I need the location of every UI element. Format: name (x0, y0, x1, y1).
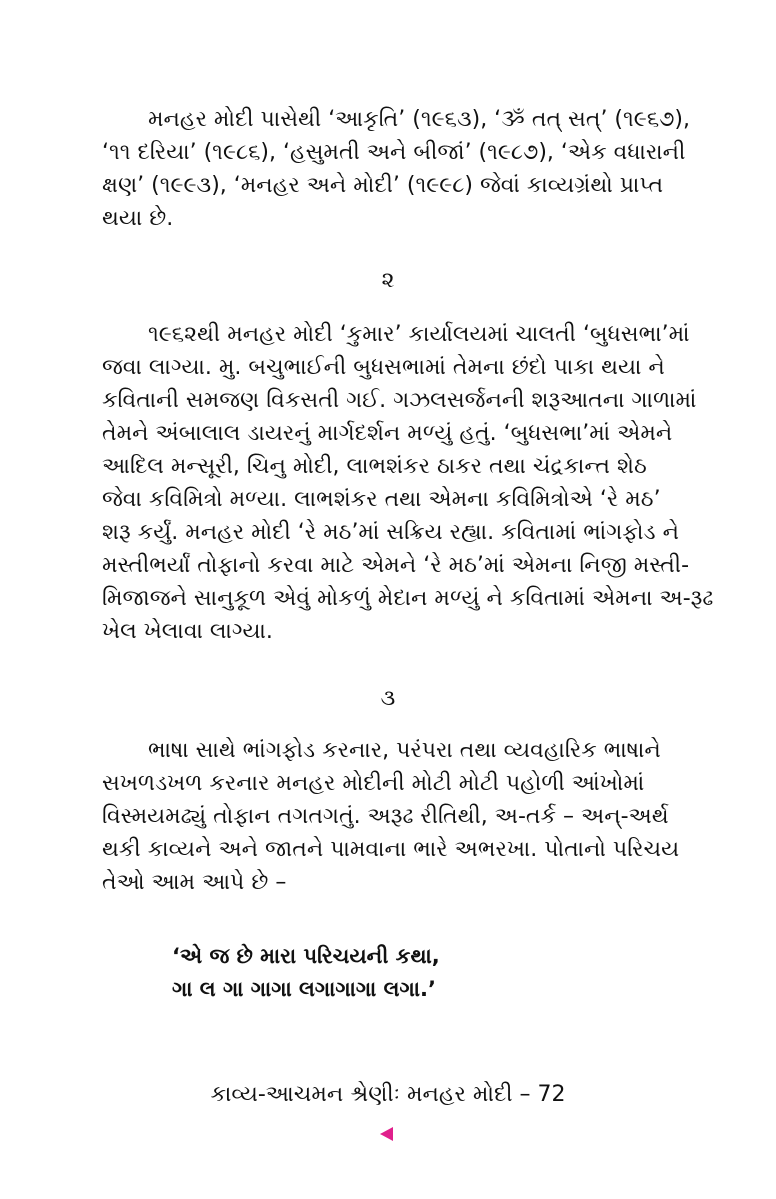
paragraph-line: જેવા કવિમિત્રો મળ્યા. લાભશંકર તથા એમના કવિમિત્રોએ ‘રે મઠ’ (102, 487, 661, 512)
paragraph-line: મસ્તીભર્યાં તોફાનો કરવા માટે એમને ‘રે મઠ’માં એમના નિજી મસ્તી- (102, 553, 690, 578)
paragraph-line: આદિલ મન્સૂરી, ચિનુ મોદી, લાભશંકર ઠાકર તથા ચંદ્રકાન્ત શેઠ (102, 454, 647, 479)
paragraph-line: થયા છે. (102, 206, 174, 231)
paragraph-line: ખેલ ખેલાવા લાગ્યા. (102, 619, 273, 644)
paragraph-line: મિજાજને સાનુકૂળ એવું મોકળું મેદાન મળ્યું ને કવિતામાં એમના અ-રૂઢ (102, 586, 714, 611)
paragraph-line: ક્ષણ’ (૧૯૯૩), ‘મનહર અને મોદી’ (૧૯૯૮) જેવાં કાવ્યગ્રંથો પ્રાપ્ત (102, 173, 664, 198)
paragraph-line: મનહર મોદી પાસેથી ‘આકૃતિ’ (૧૯૬૩), ‘ૐ તત્ સત્’ (૧૯૬૭), (148, 107, 691, 132)
paragraph-line: તેઓ આમ આપે છે – (102, 870, 287, 895)
paragraph-line: ‘૧૧ દરિયા’ (૧૯૮૬), ‘હસુમતી અને બીજાં’ (૧૯૮૭), ‘એક વધારાની (102, 140, 686, 165)
poem-quote (172, 940, 612, 1006)
section-number-2: ૨ (381, 268, 395, 293)
poem-line: ‘એ જ છે મારા પરિચયની કથા, (172, 944, 440, 968)
poem-line: ગા લ ગા ગાગા લગાગાગા લગા.’ (172, 977, 436, 1001)
paragraph-line: વિસ્મયમઢ્યું તોફાન તગતગતું. અરૂઢ રીતિથી, અ-તર્ક – અન્-અર્થ (102, 804, 669, 829)
paragraph-line: શરૂ કર્યું. મનહર મોદી ‘રે મઠ’માં સક્રિય રહ્યા. કવિતામાં ભાંગફોડ ને (102, 520, 679, 545)
paragraph-line: કવિતાની સમજણ વિકસતી ગઈ. ગઝલસર્જનની શરૂઆતના ગાળામાં (102, 388, 697, 413)
paragraph-3 (102, 734, 680, 899)
paragraph-line: તેમને અંબાલાલ ડાયરનું માર્ગદર્શન મળ્યું હતું. ‘બુધસભા’માં એમને (102, 421, 673, 446)
previous-page-arrow-icon[interactable] (380, 1127, 393, 1141)
paragraph-line: ૧૯૬૨થી મનહર મોદી ‘કુમાર’ કાર્યાલયમાં ચાલતી ‘બુધસભા’માં (148, 322, 690, 347)
paragraph-2 (102, 318, 714, 648)
paragraph-line: સખળડખળ કરનાર મનહર મોદીની મોટી મોટી પહોળી આંખોમાં (102, 771, 645, 796)
paragraph-line: ભાષા સાથે ભાંગફોડ કરનાર, પરંપરા તથા વ્યવહારિક ભાષાને (148, 738, 661, 763)
paragraph-line: થકી કાવ્યને અને જાતને પામવાના ભારે અભરખા. પોતાનો પરિચય (102, 837, 680, 862)
section-number-3: ૩ (380, 686, 396, 711)
paragraph-1 (102, 103, 691, 235)
page-footer: કાવ્ય-આચમન શ્રેણીઃ મનહર મોદી – 72 (210, 1082, 566, 1107)
paragraph-line: જવા લાગ્યા. મુ. બચુભાઈની બુધસભામાં તેમના છંદો પાકા થયા ને (102, 355, 665, 380)
